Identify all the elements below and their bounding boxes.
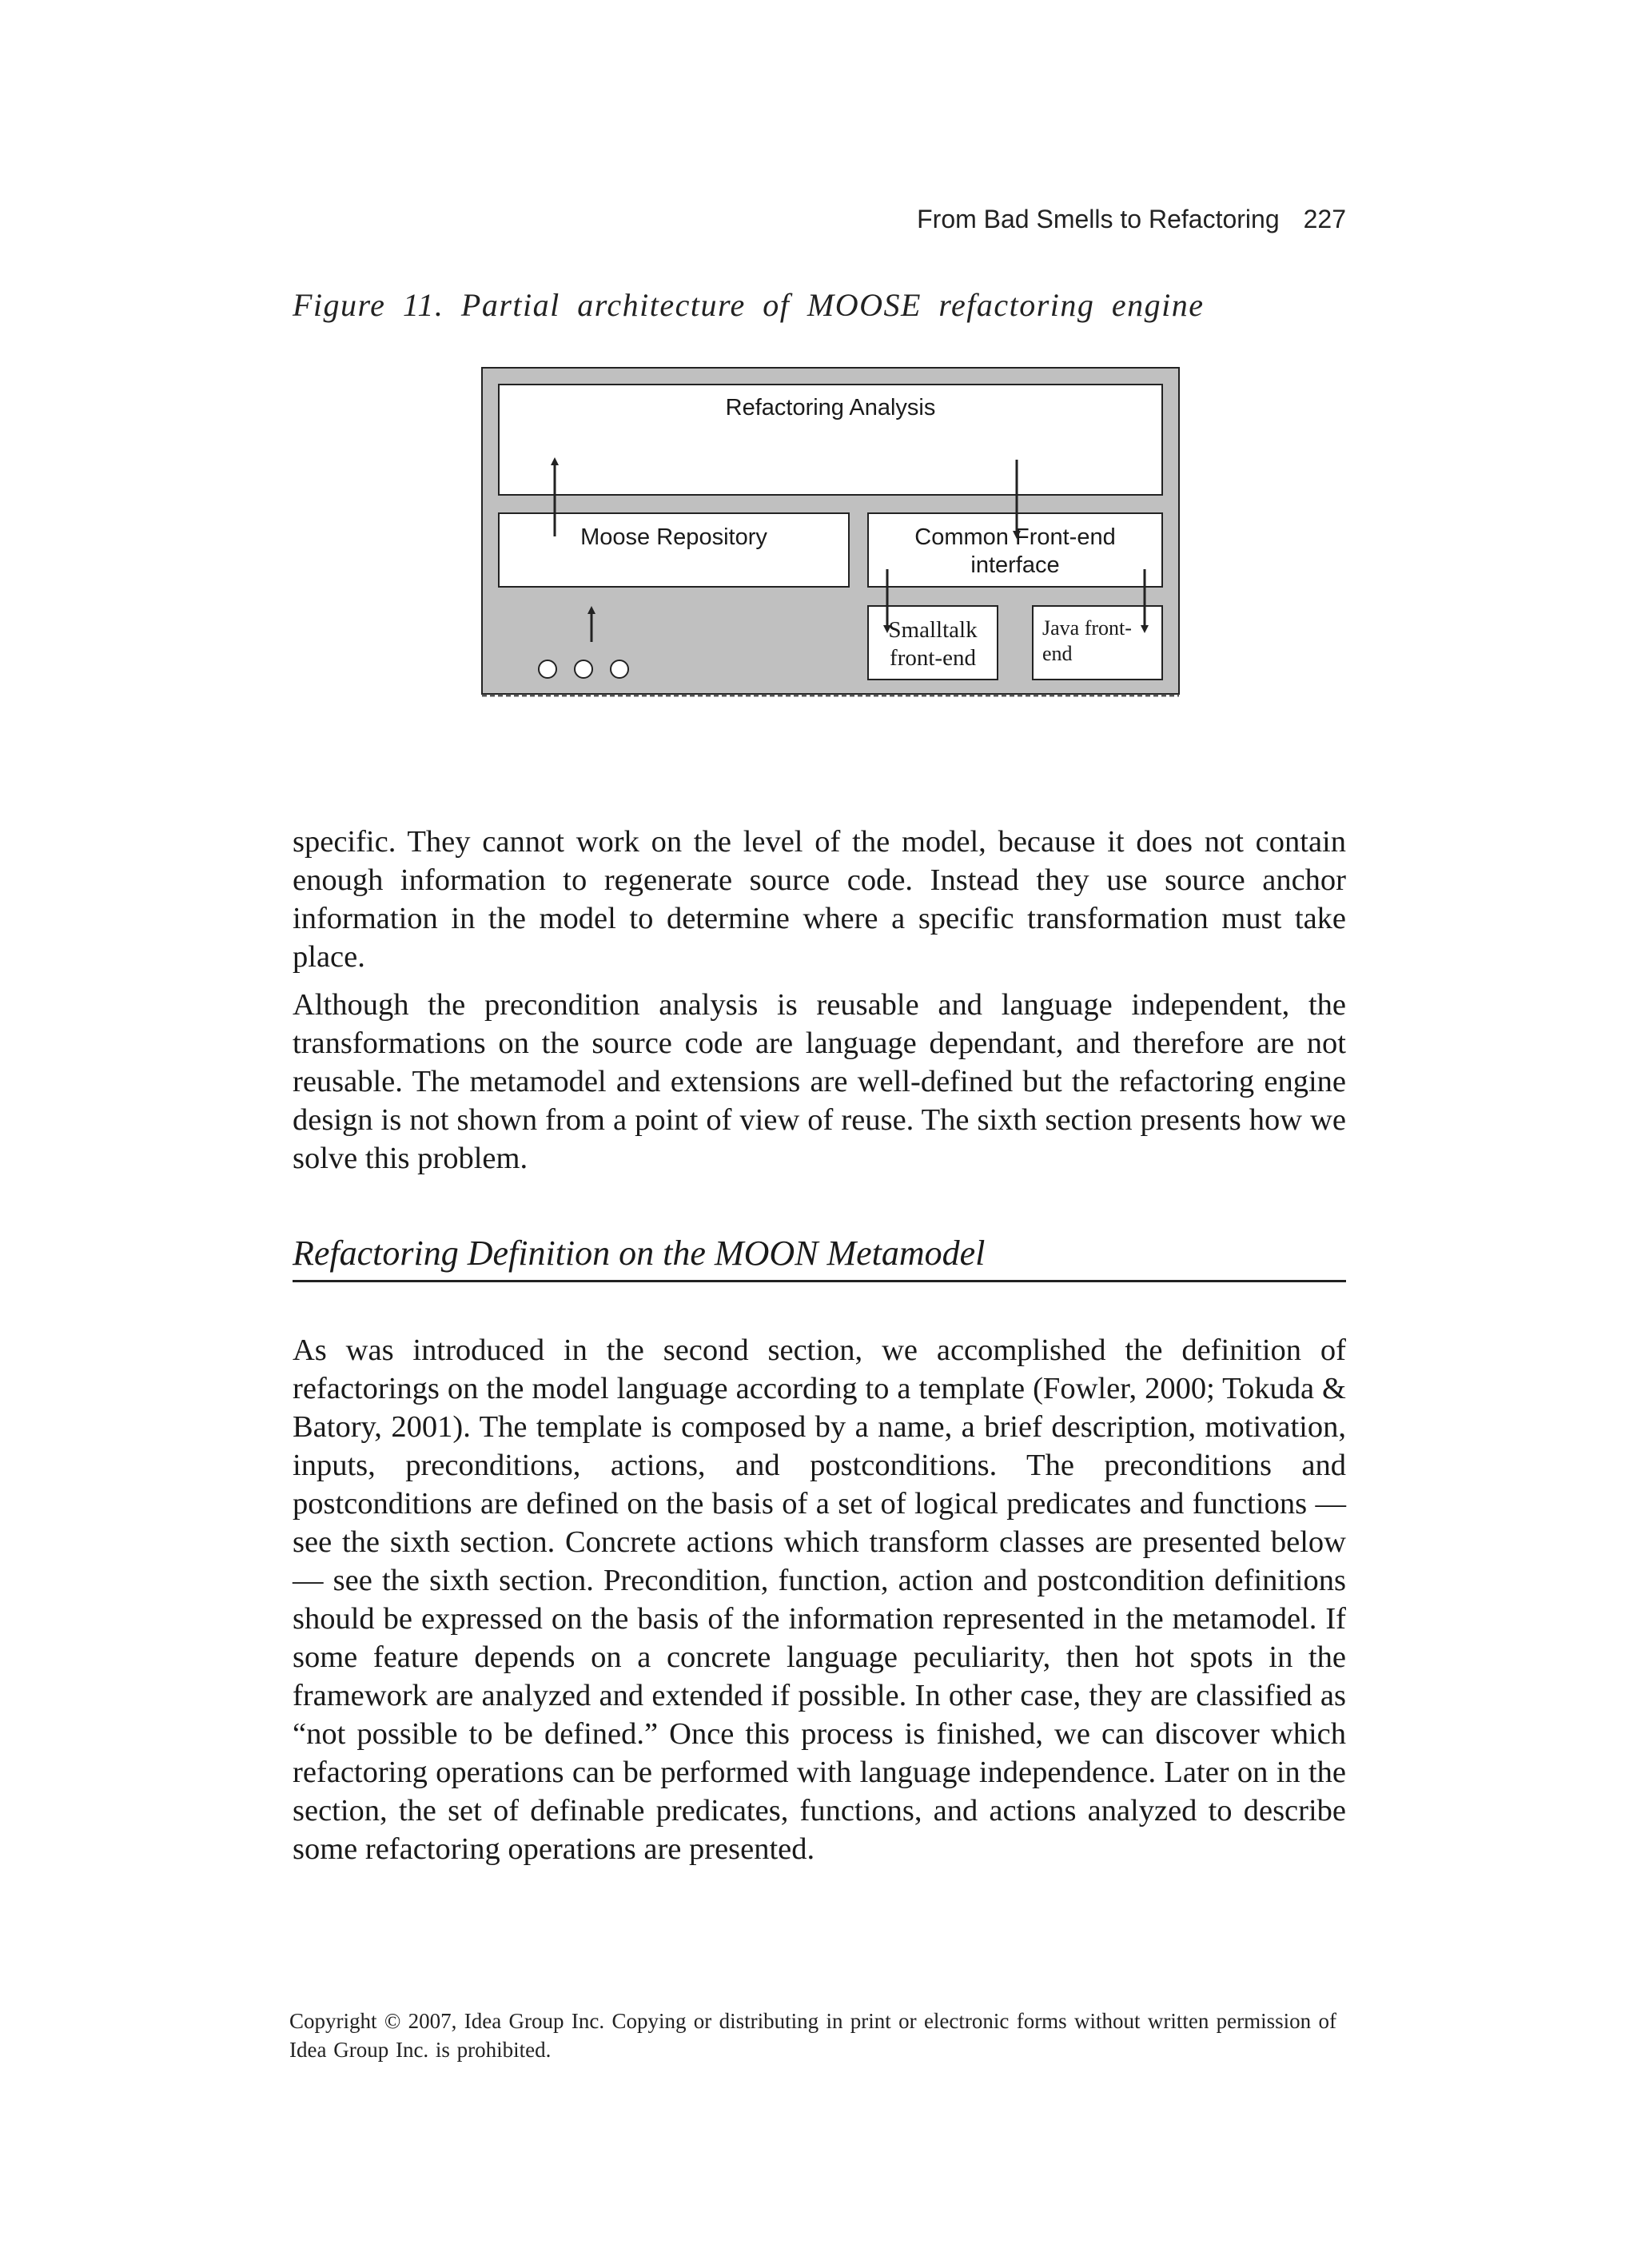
ellipsis-circle-1 bbox=[539, 660, 556, 678]
smalltalk-frontend-label-line1: Smalltalk bbox=[888, 617, 978, 643]
running-title: From Bad Smells to Refactoring bbox=[917, 205, 1280, 233]
architecture-diagram bbox=[481, 367, 1181, 698]
paragraph-definition: As was introduced in the second section, we accomplished the definition of refactorings on the model language according to a template (Fowler, 2000; Tokuda & Batory, 2001). The template is composed by a name, a brief description, motivation, inputs, preconditions, actions, and postconditions. The preconditions and postconditions are defined on the basis of a set of logical predicates and functions — see the sixth section. Concrete actions which transform classes are presented below — see the sixth section. Precondition, function, action and postcondition definitions should be expressed on the basis of the information represented in the metamodel. If some feature depends on a concrete language peculiarity, then hot spots in the framework are analyzed and extended if possible. In other case, they are classified as “not possible to be defined.” Once this process is finished, we can discover which refactoring operations can be performed with language independence. Later on in the section, the set of definable predicates, functions, and actions analyzed to describe some refactoring operations are presented. bbox=[293, 1333, 1346, 1866]
common-frontend-label-line1: Common Front-end bbox=[914, 524, 1116, 550]
moose-repository-label: Moose Repository bbox=[580, 524, 767, 550]
page-number: 227 bbox=[1303, 205, 1346, 233]
running-head bbox=[293, 205, 1346, 234]
java-frontend-label-line2: end bbox=[1042, 642, 1073, 665]
figure-caption: Figure 11. Partial architecture of MOOSE refactoring engine bbox=[293, 287, 1205, 323]
common-frontend-label-line2: interface bbox=[970, 552, 1060, 578]
ellipsis-circle-2 bbox=[575, 660, 592, 678]
refactoring-analysis-label: Refactoring Analysis bbox=[725, 395, 936, 421]
paragraph-reuse: Although the precondition analysis is reusable and language independent, the transformations on the source code are language dependant, and therefore are not reusable. The metamodel and extensions are well-defined but the refactoring engine design is not shown from a point of view of reuse. The sixth section presents how we solve this problem. bbox=[293, 988, 1346, 1175]
java-frontend-label-line1: Java front- bbox=[1042, 616, 1132, 640]
paragraph-continued: specific. They cannot work on the level of the model, because it does not contain enough information to regenerate source code. Instead they use source anchor information in the model to determine where a specific transformation must take place. bbox=[293, 825, 1346, 974]
smalltalk-frontend-label-line2: front-end bbox=[890, 645, 976, 671]
copyright-notice: Copyright © 2007, Idea Group Inc. Copying or distributing in print or electronic forms without written permission of Idea Group Inc. is prohibited. bbox=[289, 2009, 1336, 2062]
section-heading: Refactoring Definition on the MOON Metamodel bbox=[293, 1232, 1346, 1282]
ellipsis-circle-3 bbox=[611, 660, 628, 678]
